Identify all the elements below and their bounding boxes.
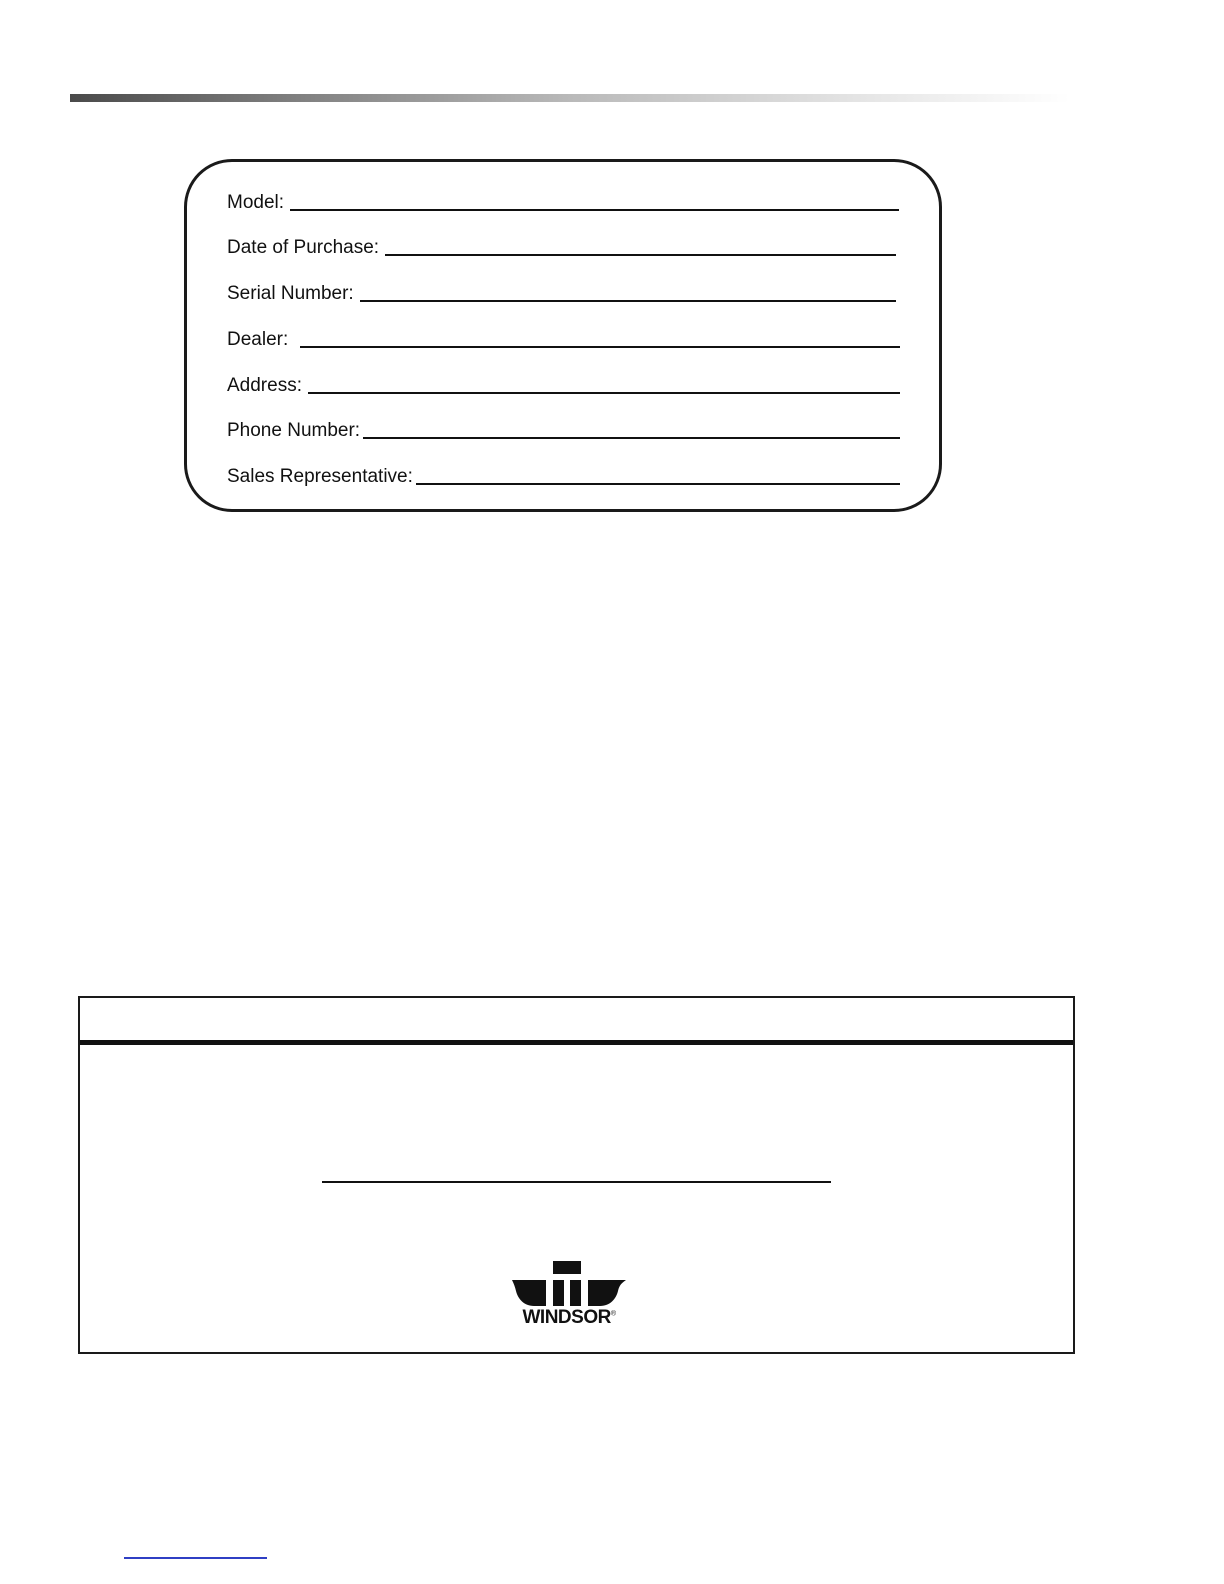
dealer-stamp-box [78, 996, 1075, 1354]
field-blank-sales-representative[interactable] [416, 483, 900, 485]
field-label-sales-representative: Sales Representative: [227, 466, 413, 487]
field-address [227, 371, 900, 397]
field-sales-representative [227, 462, 900, 488]
field-phone-number [227, 416, 900, 442]
windsor-wordmark: WINDSOR® [522, 1307, 616, 1328]
footer-link-underline[interactable] [124, 1557, 267, 1559]
field-label-dealer: Dealer: [227, 329, 289, 350]
field-label-date-of-purchase: Date of Purchase: [227, 237, 380, 258]
field-label-address: Address: [227, 375, 302, 396]
header-gradient-rule [70, 94, 1070, 102]
box-header-divider [80, 1040, 1073, 1045]
windsor-logo [510, 1261, 628, 1331]
windsor-logo-icon [510, 1261, 628, 1309]
field-model [227, 188, 899, 214]
field-blank-date-of-purchase[interactable] [385, 254, 896, 256]
field-blank-address[interactable] [308, 392, 900, 394]
field-blank-model[interactable] [290, 209, 899, 211]
field-date-of-purchase [227, 233, 896, 259]
field-blank-dealer[interactable] [300, 346, 900, 348]
field-blank-serial-number[interactable] [360, 300, 896, 302]
field-serial-number [227, 279, 896, 305]
field-label-model: Model: [227, 192, 285, 213]
signature-line[interactable] [322, 1181, 831, 1183]
field-label-serial-number: Serial Number: [227, 283, 354, 304]
field-dealer [227, 325, 900, 351]
field-blank-phone-number[interactable] [363, 437, 900, 439]
field-label-phone-number: Phone Number: [227, 420, 361, 441]
